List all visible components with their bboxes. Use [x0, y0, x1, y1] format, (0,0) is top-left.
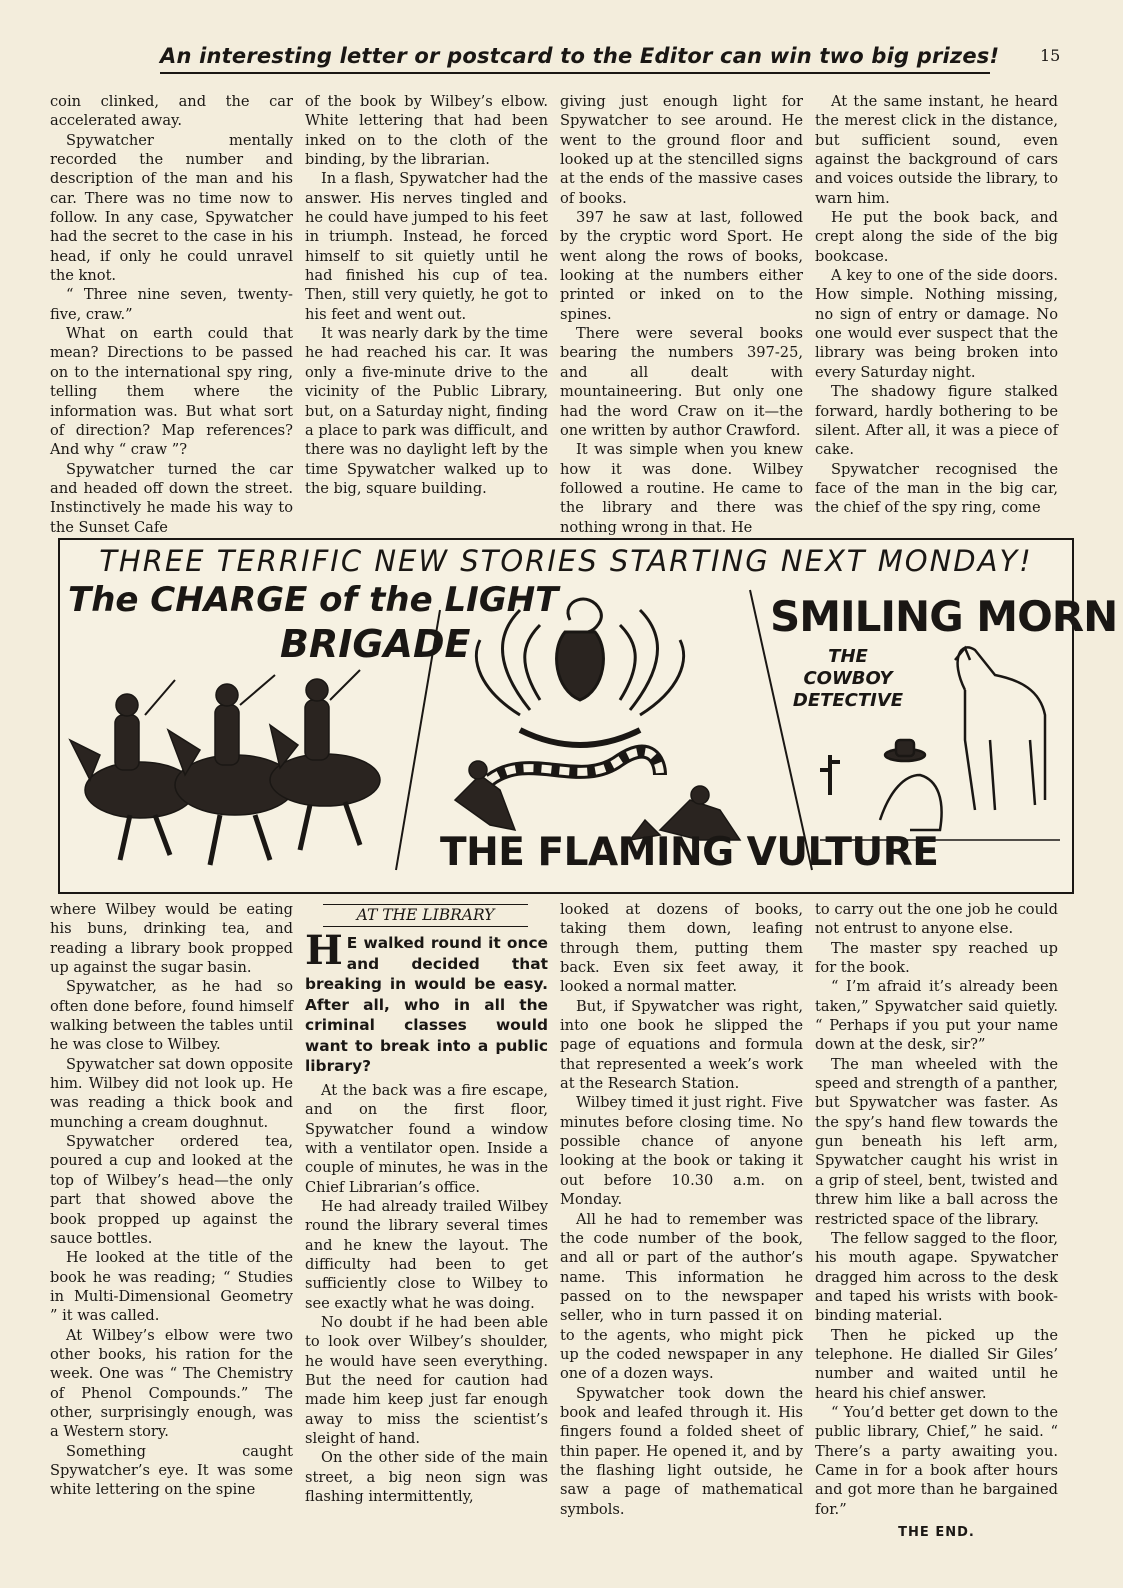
story-title-smiling-morn: SMILING MORN — [770, 592, 1118, 641]
paragraph: where Wilbey would be eating his buns, drinking tea, and reading a library book propped up against the sugar basin. — [50, 901, 293, 977]
advert-banner: THREE TERRIFIC NEW STORIES STARTING NEXT MONDAY! — [99, 544, 1033, 578]
paragraph: At the back was a fire escape, and on the first floor, Spywatcher found a window with a ventilator open. Inside a couple of minutes, he was in the Chief Librarian’s office. — [305, 1081, 548, 1196]
paragraph: He put the book back, and crept along the side of the big bookcase. — [815, 209, 1058, 265]
paragraph: It was nearly dark by the time he had reached his car. It was only a five-minute drive to the vicinity of the Public Library, but, on a Saturday night, finding a place to park was difficult, and there was no daylight left by the time Spywatcher walked up to the big, square building. — [305, 325, 548, 497]
paragraph: What on earth could that mean? Directions to be passed on to the international spy ring, telling them where the information was. But what sort of direction? Map references? And why “ craw ”? — [50, 325, 293, 459]
paragraph: There were several books bearing the numbers 397-25, and all dealt with mountaineering. But only one had the word Craw on it—the one written by author Crawford. — [560, 325, 803, 439]
story-column-2-bottom — [305, 900, 548, 1530]
paragraph: He looked at the title of the book he was reading; “ Studies in Multi-Dimensional Geometry ” it was called. — [50, 1249, 293, 1325]
story-column-3-bottom — [560, 900, 803, 1530]
paragraph: At the same instant, he heard the merest click in the distance, but sufficient sound, even against the background of cars and voices outside the library, to warn him. — [815, 93, 1058, 207]
paragraph: All he had to remember was the code number of the book, and all or part of the author’s name. This information he passed on to the newspaper seller, who in turn passed it on to the agents, who might pick up the coded newspaper in any one of a dozen ways. — [560, 1210, 803, 1383]
lead-paragraph — [305, 927, 548, 1077]
story-column-1-top — [50, 92, 293, 536]
paragraph: It was simple when you knew how it was done. Wilbey followed a routine. He came to the library and there was nothing wrong in that. He — [560, 441, 803, 536]
paragraph: Wilbey timed it just right. Five minutes before closing time. No possible chance of anyone looking at the book or taking it out before 10.30 a.m. on Monday. — [560, 1094, 803, 1209]
vulture-emblem-illustration — [476, 599, 683, 780]
page-header — [160, 40, 1000, 74]
story-title-flaming-vulture: THE FLAMING VULTURE — [440, 830, 939, 875]
header-title: An interesting letter or postcard to the Editor can win two big prizes! — [160, 44, 1000, 68]
story-column-4-top — [815, 92, 1058, 530]
drop-cap: H — [305, 927, 343, 975]
story-title-brigade: BRIGADE — [280, 622, 471, 666]
lead-text: E walked round it once and decided that breaking in would be easy. After all, who in all the criminal classes would want to break into a public library? — [305, 934, 548, 1076]
paragraph: On the other side of the main street, a big neon sign was flashing intermittently, — [305, 1449, 548, 1506]
paragraph: Spywatcher mentally recorded the number and description of the man and his car. There was no time now to follow. In any case, Spywatcher had the secret to the case in his head, if only he could unravel the knot. — [50, 131, 293, 285]
story-column-1-bottom — [50, 900, 293, 1530]
paragraph: Spywatcher, as he had so often done before, found himself walking between the tables until he was close to Wilbey. — [50, 978, 293, 1054]
cavalry-charge-illustration — [70, 670, 380, 865]
story-subtitle-cowboy-detective: THE COWBOY DETECTIVE — [792, 646, 904, 711]
paragraph: “ Three nine seven, twenty-five, craw.” — [50, 286, 293, 323]
paragraph: to carry out the one job he could not entrust to anyone else. — [815, 901, 1058, 938]
paragraph: The man wheeled with the speed and strength of a panther, but Spywatcher was faster. As the spy’s hand flew towards the gun beneath his left arm, Spywatcher caught his wrist in a grip of steel, bent, twisted and threw him like a ball across the restricted space of the library. — [815, 1055, 1058, 1228]
paragraph: Something caught Spywatcher’s eye. It was some white lettering on the spine — [50, 1442, 293, 1499]
story-title-charge: The CHARGE of the LIGHT — [68, 580, 559, 620]
paragraph: But, if Spywatcher was right, into one book he slipped the page of equations and formula that represented a week’s work at the Research Station. — [560, 997, 803, 1093]
paragraph: “ You’d better get down to the public library, Chief,” he said. “ There’s a party awaiting you. Came in for a book after hours and got more than he bargained for.” — [815, 1403, 1058, 1518]
paragraph: Then he picked up the telephone. He dialled Sir Giles’ number and waited until he heard his chief answer. — [815, 1326, 1058, 1402]
paragraph: Spywatcher took down the book and leafed through it. His fingers found a folded sheet of thin paper. He opened it, and by the flashing light outside, he saw a page of mathematical symbols. — [560, 1384, 803, 1518]
paragraph: No doubt if he had been able to look over Wilbey’s shoulder, he would have seen everything. But the need for caution had made him keep just far enough away to miss the scientist’s sleight of hand. — [305, 1313, 548, 1448]
page-number: 15 — [1040, 46, 1061, 65]
paragraph: 397 he saw at last, followed by the cryptic word Sport. He went along the rows of books, looking at the numbers either printed or inked on to the spines. — [560, 209, 803, 323]
paragraph: The master spy reached up for the book. — [815, 939, 1058, 977]
paragraph: He had already trailed Wilbey round the library several times and he knew the layout. The difficulty had been to get sufficiently close to Wilbey to see exactly what he was doing. — [305, 1197, 548, 1312]
paragraph: looked at dozens of books, taking them down, leafing through them, putting them back. Even six feet away, it looked a normal matter. — [560, 901, 803, 996]
paragraph: The shadowy figure stalked forward, hardly bothering to be silent. After all, it was a piece of cake. — [815, 383, 1058, 459]
paragraph: Spywatcher sat down opposite him. Wilbey did not look up. He was reading a thick book and munching a cream doughnut. — [50, 1055, 293, 1131]
paragraph: giving just enough light for Spywatcher to see around. He went to the ground floor and looked up at the stencilled signs at the ends of the massive cases of books. — [560, 93, 803, 207]
paragraph: A key to one of the side doors. How simple. Nothing missing, no sign of entry or damage. No one would ever suspect that the library was being broken into every Saturday night. — [815, 267, 1058, 381]
paragraph: Spywatcher recognised the face of the man in the big car, the chief of the spy ring, come — [815, 460, 1058, 517]
paragraph: “ I’m afraid it’s already been taken,” Spywatcher said quietly. “ Perhaps if you put your name down at the desk, sir?” — [815, 978, 1058, 1054]
section-subhead: AT THE LIBRARY — [323, 904, 528, 927]
paragraph: Spywatcher turned the car and headed off down the street. Instinctively he made his way to the Sunset Cafe — [50, 460, 293, 536]
story-column-4-bottom — [815, 900, 1058, 1540]
paragraph: of the book by Wilbey’s elbow. White lettering that had been inked on to the cloth of the binding, by the librarian. — [305, 93, 548, 169]
paragraph: coin clinked, and the car accelerated away. — [50, 93, 293, 130]
paragraph: At Wilbey’s elbow were two other books, his ration for the week. One was “ The Chemistry of Phenol Compounds.” The other, surprisingly enough, was a Western story. — [50, 1326, 293, 1441]
paragraph: In a flash, Spywatcher had the answer. His nerves tingled and he could have jumped to his feet in triumph. Instead, he forced himself to sit quietly until he had finished his cup of tea. Then, still very quietly, he got to his feet and went out. — [305, 170, 548, 323]
the-end-marker: THE END. — [898, 1525, 975, 1540]
story-column-3-top — [560, 92, 803, 536]
story-column-2-top — [305, 92, 548, 530]
paragraph: The fellow sagged to the floor, his mouth agape. Spywatcher dragged him across to the desk and taped his wrists with book-binding material. — [815, 1229, 1058, 1325]
next-monday-advert — [58, 538, 1118, 894]
paragraph: Spywatcher ordered tea, poured a cup and looked at the top of Wilbey’s head—the only part that showed above the book propped up against the sauce bottles. — [50, 1133, 293, 1247]
